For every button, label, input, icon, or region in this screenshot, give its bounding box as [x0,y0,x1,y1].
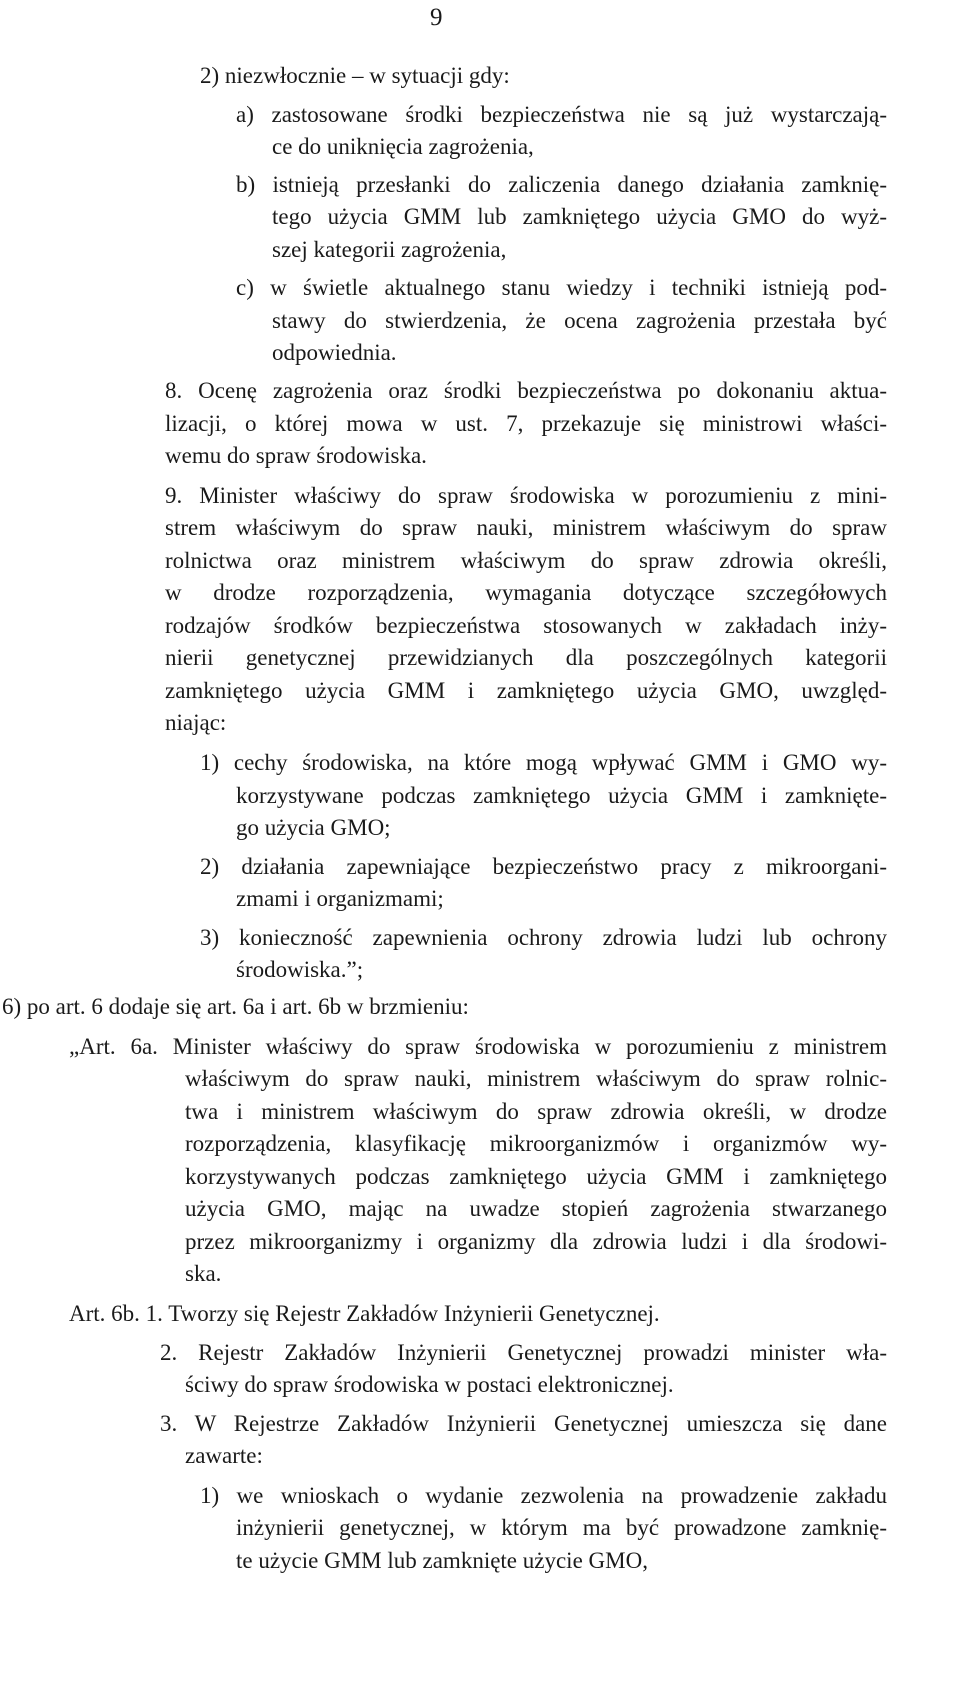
text-line: rozporządzenia, klasyfikację mikroorganizmów i organizmów wy- [185,1131,887,1156]
text-line: korzystywanych podczas zamkniętego użycia GMM i zamkniętego [185,1164,887,1189]
text-line: ściwy do spraw środowiska w postaci elektronicznej. [185,1372,674,1397]
text-line: ce do uniknięcia zagrożenia, [272,134,534,159]
text-line: odpowiednia. [272,340,397,365]
text-line: a) zastosowane środki bezpieczeństwa nie są już wystarczają- [236,102,887,127]
text-line: rolnictwa oraz ministrem właściwym do spraw zdrowia określi, [165,548,887,573]
text-line: 2. Rejestr Zakładów Inżynierii Genetycznej prowadzi minister wła- [160,1340,887,1365]
text-line: 1) we wnioskach o wydanie zezwolenia na prowadzenie zakładu [200,1483,887,1508]
text-line: b) istnieją przesłanki do zaliczenia danego działania zamknię- [236,172,887,197]
text-line: 3. W Rejestrze Zakładów Inżynierii Genetycznej umieszcza się dane [160,1411,887,1436]
text-line: właściwym do spraw nauki, ministrem właściwym do spraw rolnic- [185,1066,887,1091]
text-line: lizacji, o której mowa w ust. 7, przekazuje się ministrowi właści- [165,411,887,436]
text-line: strem właściwym do spraw nauki, ministrem właściwym do spraw [165,515,887,540]
text-line: przez mikroorganizmy i organizmy dla zdrowia ludzi i dla środowi- [185,1229,887,1254]
text-line: nierii genetycznej przewidzianych dla poszczególnych kategorii [165,645,887,670]
text-line: inżynierii genetycznej, w którym ma być prowadzone zamknię- [236,1515,887,1540]
text-line: ska. [185,1261,222,1286]
text-line: zawarte: [185,1443,263,1468]
text-line: szej kategorii zagrożenia, [272,237,507,262]
text-line: te użycie GMM lub zamknięte użycie GMO, [236,1548,648,1573]
text-line: go użycia GMO; [236,815,391,840]
text-line: „Art. 6a. Minister właściwy do spraw środowiska w porozumieniu z ministrem [69,1034,887,1059]
text-line: 1) cechy środowiska, na które mogą wpływać GMM i GMO wy- [200,750,887,775]
text-line: środowiska.”; [236,957,364,982]
text-line: 6) po art. 6 dodaje się art. 6a i art. 6b w brzmieniu: [2,994,469,1019]
text-line: Art. 6b. 1. Tworzy się Rejestr Zakładów Inżynierii Genetycznej. [69,1301,660,1326]
text-line: w drodze rozporządzenia, wymagania dotyczące szczegółowych [165,580,887,605]
page-number: 9 [430,4,443,31]
text-line: użycia GMO, mając na uwadze stopień zagrożenia stwarzanego [185,1196,887,1221]
text-line: rodzajów środków bezpieczeństwa stosowanych w zakładach inży- [165,613,887,638]
text-line: 2) działania zapewniające bezpieczeństwo pracy z mikroorgani- [200,854,887,879]
text-line: zamkniętego użycia GMM i zamkniętego użycia GMO, uwzględ- [165,678,887,703]
text-line: niając: [165,710,227,735]
text-line: korzystywane podczas zamkniętego użycia GMM i zamknięte- [236,783,887,808]
text-line: 3) konieczność zapewnienia ochrony zdrowia ludzi lub ochrony [200,925,887,950]
text-line: twa i ministrem właściwym do spraw zdrowia określi, w drodze [185,1099,887,1124]
text-line: 2) niezwłocznie – w sytuacji gdy: [200,63,510,88]
text-line: stawy do stwierdzenia, że ocena zagrożenia przestała być [272,308,887,333]
text-line: 8. Ocenę zagrożenia oraz środki bezpieczeństwa po dokonaniu aktua- [165,378,887,403]
text-line: wemu do spraw środowiska. [165,443,427,468]
text-line: zmami i organizmami; [236,886,444,911]
text-line: tego użycia GMM lub zamkniętego użycia GMO do wyż- [272,204,887,229]
text-line: c) w świetle aktualnego stanu wiedzy i techniki istnieją pod- [236,275,887,300]
text-line: 9. Minister właściwy do spraw środowiska w porozumieniu z mini- [165,483,887,508]
